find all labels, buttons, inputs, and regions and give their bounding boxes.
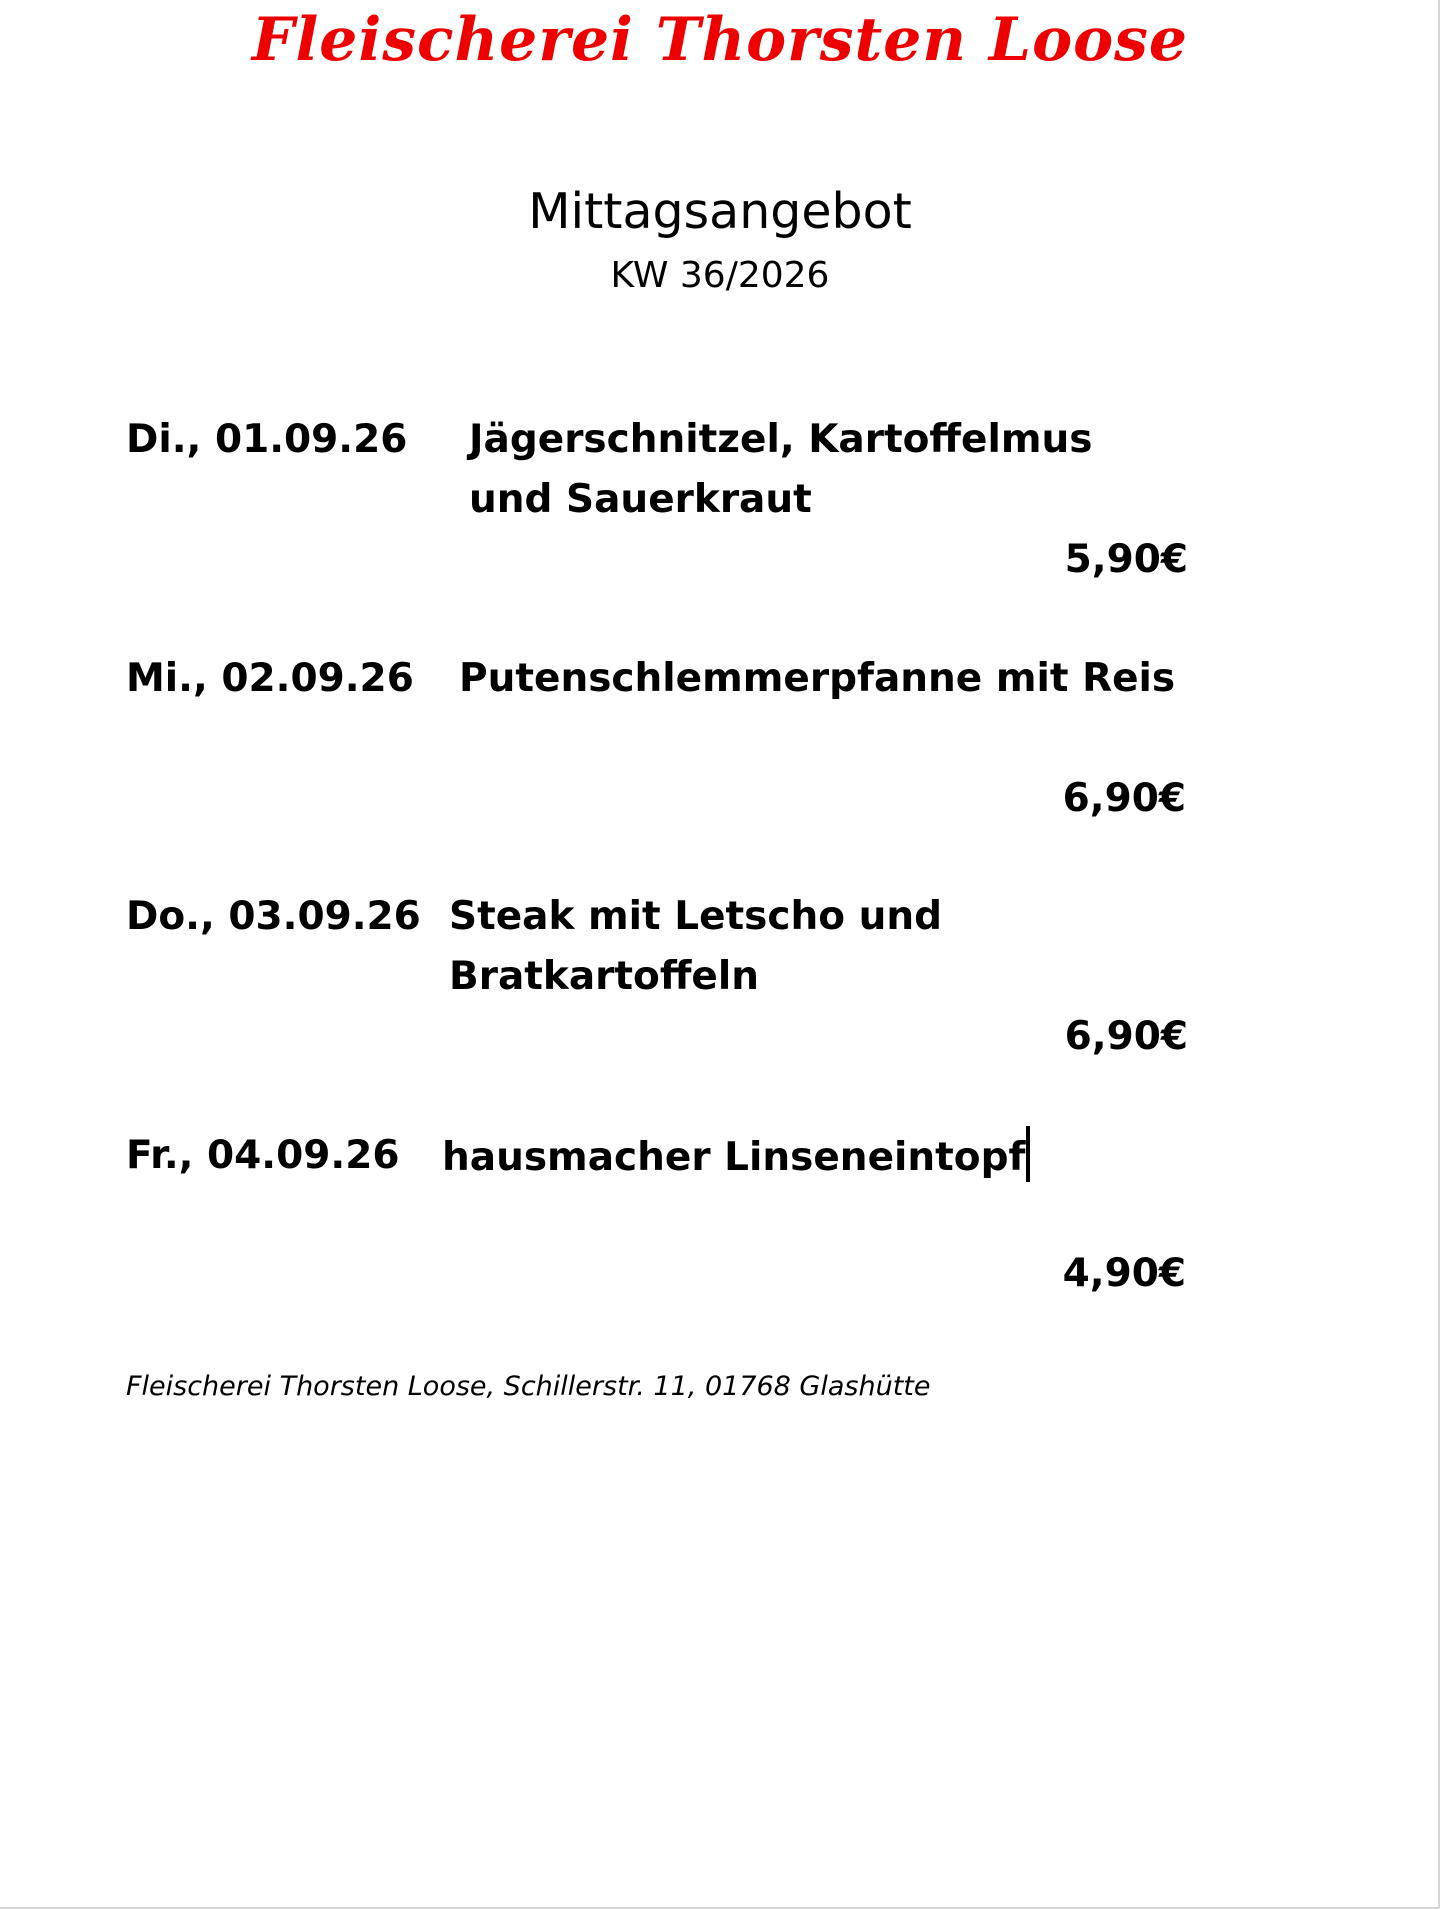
menu-dish bbox=[469, 410, 1092, 530]
menu-entry-friday bbox=[0, 1126, 1440, 1186]
menu-date: Do., 03.09.26 bbox=[126, 894, 421, 939]
menu-price: 6,90€ bbox=[1062, 776, 1186, 821]
menu-dish bbox=[449, 887, 942, 1007]
menu-dish-line: Steak mit Letscho und bbox=[449, 894, 943, 939]
footer-address: Fleischerei Thorsten Loose, Schillerstr. 11, 01768 Glashütte bbox=[126, 1371, 931, 1402]
calendar-week: KW 36/2026 bbox=[610, 255, 830, 296]
menu-date: Fr., 04.09.26 bbox=[126, 1133, 400, 1178]
menu-price: 4,90€ bbox=[1062, 1251, 1186, 1296]
menu-dish bbox=[459, 649, 1175, 709]
menu-dish-line: hausmacher Linseneintopf bbox=[442, 1135, 1026, 1180]
page-title: Mittagsangebot bbox=[528, 183, 912, 240]
menu-dish-line-with-cursor[interactable] bbox=[442, 1126, 1030, 1188]
menu-entry-tuesday bbox=[0, 410, 1440, 530]
menu-date: Mi., 02.09.26 bbox=[126, 656, 414, 701]
menu-dish-line: und Sauerkraut bbox=[469, 477, 812, 522]
text-cursor bbox=[1026, 1126, 1030, 1182]
menu-dish-line: Bratkartoffeln bbox=[449, 954, 760, 999]
menu-price: 6,90€ bbox=[1064, 1014, 1188, 1059]
menu-entry-thursday bbox=[0, 887, 1440, 1007]
menu-dish[interactable] bbox=[442, 1126, 1030, 1188]
menu-dish-line: Putenschlemmerpfanne mit Reis bbox=[459, 656, 1176, 701]
menu-date: Di., 01.09.26 bbox=[126, 417, 408, 462]
menu-entry-wednesday bbox=[0, 649, 1440, 709]
menu-dish-line: Jägerschnitzel, Kartoffelmus bbox=[469, 417, 1093, 462]
menu-price: 5,90€ bbox=[1064, 537, 1188, 582]
brand-logo-text: Fleischerei Thorsten Loose bbox=[251, 5, 1189, 75]
